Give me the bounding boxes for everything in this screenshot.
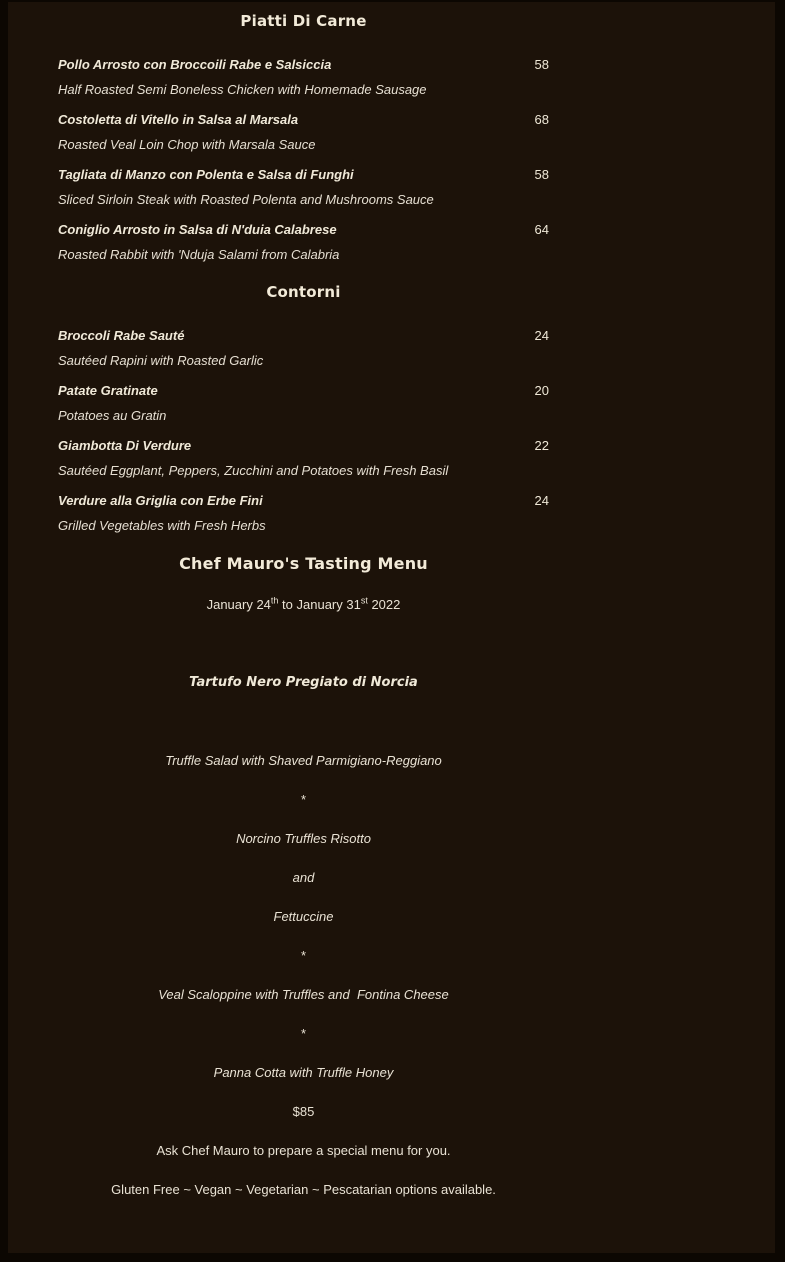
section-title-tasting-menu: Chef Mauro's Tasting Menu	[179, 554, 428, 573]
dish-description: Roasted Rabbit with 'Nduja Salami from Calabria	[58, 247, 340, 262]
dish-description: Half Roasted Semi Boneless Chicken with Homemade Sausage	[58, 82, 427, 97]
section-piatti-di-carne	[8, 12, 599, 263]
dish-name-row	[58, 112, 549, 128]
dish-name-row	[58, 438, 549, 454]
date-part: January 24	[206, 597, 271, 612]
menu-item	[58, 57, 549, 98]
blank-line	[8, 714, 599, 753]
section-tasting-menu	[8, 554, 599, 1197]
date-part: 2022	[367, 597, 401, 612]
dish-name: Pollo Arrosto con Broccoili Rabe e Salsiccia	[58, 57, 332, 72]
tasting-course: Fettuccine	[273, 909, 334, 924]
tasting-date-line	[58, 597, 549, 612]
tasting-course: Panna Cotta with Truffle Honey	[213, 1065, 394, 1080]
tasting-course: Truffle Salad with Shaved Parmigiano-Reggiano	[165, 753, 442, 768]
section-title-contorni: Contorni	[266, 283, 341, 301]
dish-price: 24	[534, 493, 549, 508]
dish-name: Tagliata di Manzo con Polenta e Salsa di Funghi	[58, 167, 354, 182]
course-separator: *	[300, 792, 307, 807]
dietary-options-note: Gluten Free ~ Vegan ~ Vegetarian ~ Pescatarian options available.	[111, 1182, 496, 1197]
tasting-feature-title: Tartufo Nero Pregiato di Norcia	[189, 675, 418, 690]
menu-item	[58, 438, 549, 479]
dish-name-row	[58, 328, 549, 344]
tasting-course-conjunction: and	[292, 870, 315, 885]
menu-panel	[8, 2, 775, 1253]
dish-name: Costoletta di Vitello in Salsa al Marsala	[58, 112, 299, 127]
menu-item	[58, 222, 549, 263]
dish-name-row	[58, 57, 549, 73]
tasting-note: Ask Chef Mauro to prepare a special menu for you.	[156, 1143, 451, 1158]
section-contorni	[8, 283, 599, 534]
tasting-course: Veal Scaloppine with Truffles and Fontina Cheese	[158, 987, 449, 1002]
dish-price: 22	[534, 438, 549, 453]
menu-column	[8, 2, 599, 1197]
date-part: to January 31	[278, 597, 361, 612]
tasting-course: Norcino Truffles Risotto	[236, 831, 371, 846]
blank-line	[8, 636, 599, 675]
dish-name-row	[58, 222, 549, 238]
dish-name: Broccoli Rabe Sauté	[58, 328, 185, 343]
dish-description: Potatoes au Gratin	[58, 408, 167, 423]
dish-name-row	[58, 383, 549, 399]
dish-description: Grilled Vegetables with Fresh Herbs	[58, 518, 266, 533]
menu-item	[58, 328, 549, 369]
dish-name: Giambotta Di Verdure	[58, 438, 192, 453]
menu-item	[58, 167, 549, 208]
dish-name: Patate Gratinate	[58, 383, 158, 398]
tasting-price: $85	[292, 1104, 315, 1119]
dish-name: Coniglio Arrosto in Salsa di N'duia Calabrese	[58, 222, 337, 237]
section-title-piatti-di-carne: Piatti Di Carne	[240, 12, 367, 30]
dish-description: Sautéed Rapini with Roasted Garlic	[58, 353, 264, 368]
menu-item	[58, 112, 549, 153]
dish-price: 20	[534, 383, 549, 398]
menu-item	[58, 383, 549, 424]
date-ordinal: st	[360, 595, 368, 606]
menu-item	[58, 493, 549, 534]
dish-description: Sautéed Eggplant, Peppers, Zucchini and Potatoes with Fresh Basil	[58, 463, 449, 478]
dish-name-row	[58, 493, 549, 509]
dish-description: Roasted Veal Loin Chop with Marsala Sauce	[58, 137, 316, 152]
dish-price: 58	[534, 57, 549, 72]
dish-price: 68	[534, 112, 549, 127]
dish-name: Verdure alla Griglia con Erbe Fini	[58, 493, 263, 508]
course-separator: *	[300, 948, 307, 963]
dish-price: 24	[534, 328, 549, 343]
dish-description: Sliced Sirloin Steak with Roasted Polenta and Mushrooms Sauce	[58, 192, 434, 207]
dish-price: 64	[534, 222, 549, 237]
dish-name-row	[58, 167, 549, 183]
dish-price: 58	[534, 167, 549, 182]
course-separator: *	[300, 1026, 307, 1041]
date-ordinal: th	[270, 595, 279, 606]
